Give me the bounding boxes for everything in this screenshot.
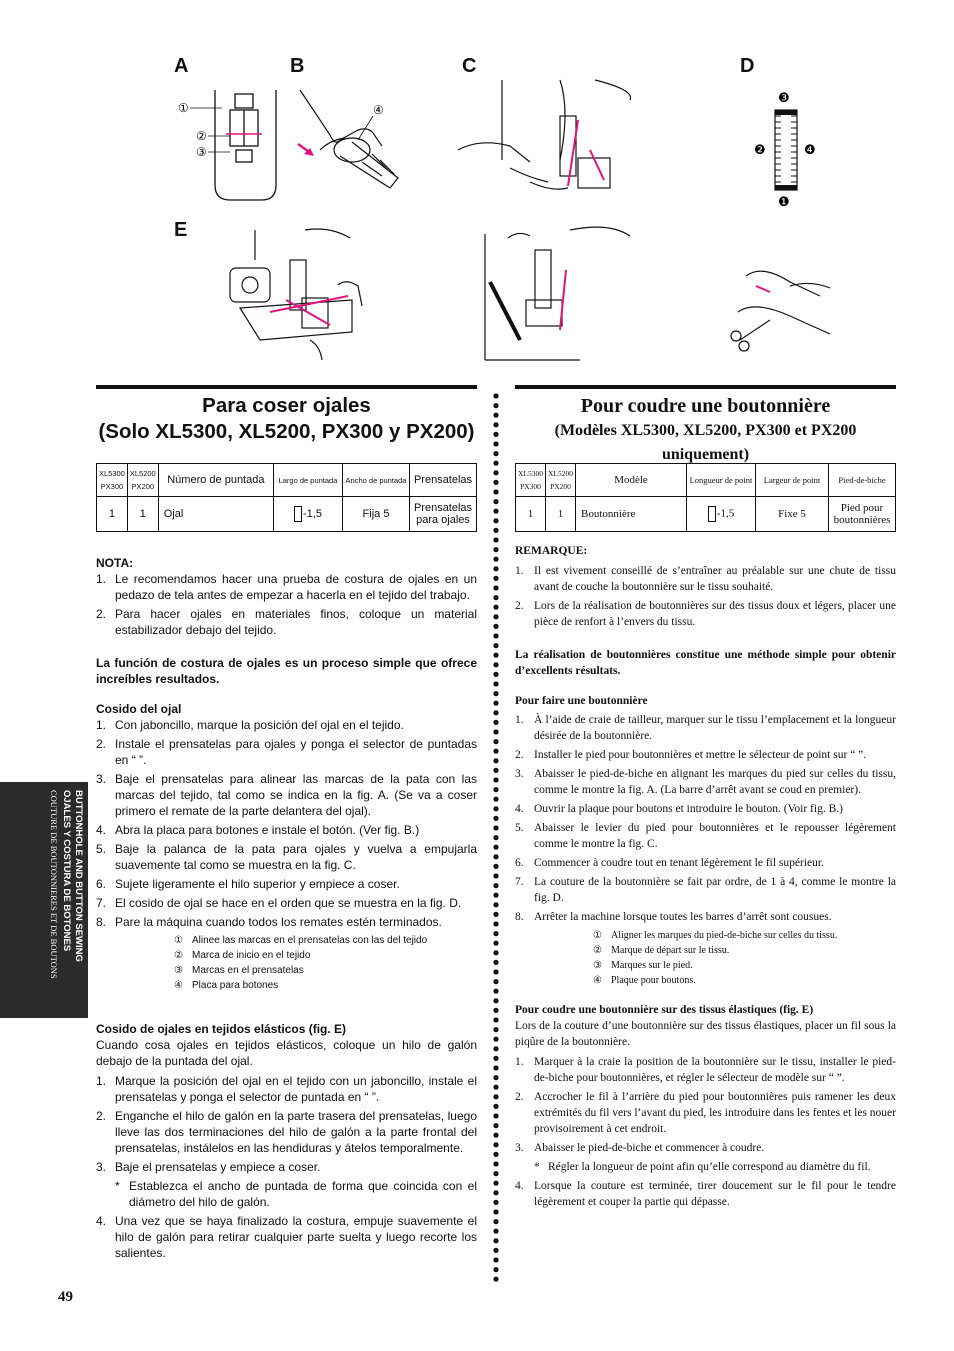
- divider-dot: [493, 998, 498, 1003]
- td-model1-fr: 1: [516, 497, 546, 532]
- divider-dot: [493, 566, 498, 571]
- fig-b-leader-line: [358, 116, 373, 140]
- td-foot-fr: Pied pour boutonnières: [829, 497, 896, 532]
- side-tab-line2: OJALES Y COSTURA DE BOTONES: [61, 790, 72, 952]
- divider-dot: [493, 403, 498, 408]
- td-model1: 1: [97, 497, 128, 532]
- th-foot-fr: Pied-de-biche: [829, 464, 896, 497]
- divider-dot: [493, 1142, 498, 1147]
- divider-dot: [493, 739, 498, 744]
- divider-dot: [493, 931, 498, 936]
- divider-dot: [493, 710, 498, 715]
- elastic-star-note-es: * Establezca el ancho de puntada de forma que coincida con el diámetro del hilo de galón.: [115, 1179, 477, 1209]
- divider-dot: [493, 701, 498, 706]
- list-item: 2. Accrocher le fil à l’arrière du pied pour boutonnières puis ramener les deux extrémités du fil vers l’avant du pied, les introduire dans les fentes et les nouer provisoirement à cet endroit.: [515, 1091, 896, 1135]
- side-tab-text: [48, 790, 84, 1010]
- divider-dot: [493, 1133, 498, 1138]
- th-width-fr: Largeur de point: [756, 464, 829, 497]
- divider-dot: [493, 1008, 498, 1013]
- es-legend-list: [174, 933, 477, 993]
- divider-dot: [493, 854, 498, 859]
- fig-d-callout-4: ❹: [804, 142, 816, 157]
- divider-dot: [493, 461, 498, 466]
- divider-dot: [493, 1248, 498, 1253]
- th-width: Ancho de puntada: [343, 464, 410, 497]
- list-item: 4. Una vez que se haya finalizado la costura, empuje suavemente el hilo de galón para retirar cualquier parte suelta y luego recorte los salientes.: [96, 1214, 477, 1260]
- divider-dot: [493, 470, 498, 475]
- divider-dot: [493, 1200, 498, 1205]
- divider-dot: [493, 1190, 498, 1195]
- th-foot: Prensatelas: [410, 464, 477, 497]
- divider-dot: [493, 950, 498, 955]
- td-width-fr: Fixe 5: [756, 497, 829, 532]
- dots-svg: [490, 392, 502, 1284]
- title-fr-line1: Pour coudre une boutonnière: [580, 395, 831, 417]
- divider-dot: [493, 672, 498, 677]
- fr-legend-list: [593, 928, 896, 988]
- divider-dot: [493, 681, 498, 686]
- divider-dot: [493, 585, 498, 590]
- divider-dot: [493, 499, 498, 504]
- list-item: 7. La couture de la boutonnière se fait par ordre, de 1 à 4, comme le montre la fig. D.: [515, 876, 896, 904]
- divider-dot: [493, 614, 498, 619]
- th-model2-fr: XL5200 PX200: [546, 464, 576, 497]
- list-item: 2. Instale el prensatelas para ojales y ponga el selector de puntadas en “ ”.: [96, 737, 477, 767]
- list-item: 2. Lors de la réalisation de boutonnières sur des tissus doux et légers, placer une pièce de renfort à l’envers du tissu.: [515, 600, 896, 628]
- list-item: 3. Baje el prensatelas y empiece a coser.: [96, 1160, 321, 1174]
- divider-dot: [493, 393, 498, 398]
- list-item: 1. À l’aide de craie de tailleur, marquer sur le tissu l’emplacement et la longueur désirée de la boutonnière.: [515, 714, 896, 742]
- list-item: 2. Installer le pied pour boutonnières et mettre le sélecteur de point sur “ ”.: [515, 749, 867, 761]
- fig-label-d: D: [740, 55, 755, 77]
- list-item: 2. Para hacer ojales en materiales finos, coloque un material estabilizador debajo del tejido.: [96, 607, 477, 637]
- legend-item: ① Alinee las marcas en el prensatelas con las del tejido: [174, 935, 428, 946]
- divider-dot: [493, 557, 498, 562]
- figures-area: [90, 50, 900, 370]
- divider-dot: [493, 1104, 498, 1109]
- divider-dot: [493, 595, 498, 600]
- list-item: 1. Le recomendamos hacer una prueba de costura de ojales en un pedazo de tela antes de empezar a hacerla en el tejido del trabajo.: [96, 572, 477, 602]
- fig-e-step2-illustration: [485, 227, 630, 360]
- remarque-list: [515, 563, 896, 630]
- elastic-intro-fr: Lors de la couture d’une boutonnière sur des tissus élastiques, placer un fil sous la piqûre de la boutonnière.: [515, 1020, 896, 1048]
- divider-dot: [493, 1017, 498, 1022]
- fig-label-e: E: [174, 219, 188, 241]
- td-foot: Prensatelas para ojales: [410, 497, 477, 532]
- fig-a-foot-illustration: [215, 90, 276, 200]
- legend-item: ② Marque de départ sur le tissu.: [593, 945, 730, 956]
- stitch-table-es: [96, 463, 477, 532]
- figures-svg: [90, 50, 900, 370]
- divider-dot: [493, 413, 498, 418]
- divider-dot: [493, 1238, 498, 1243]
- list-item: 1. Con jaboncillo, marque la posición del ojal en el tejido.: [96, 718, 404, 732]
- td-width: Fija 5: [343, 497, 410, 532]
- divider-dot: [493, 883, 498, 888]
- elastic-list-fr: [515, 1054, 896, 1156]
- divider-dot: [493, 902, 498, 907]
- title-french: [515, 385, 896, 467]
- fig-label-a: A: [174, 55, 189, 77]
- cosido-heading: Cosido del ojal: [96, 702, 182, 716]
- divider-dot: [493, 432, 498, 437]
- list-item: 6. Commencer à coudre tout en tenant légèrement le fil supérieur.: [515, 857, 824, 869]
- list-item: 3. Baje el prensatelas para alinear las marcas de la pata con las marcas del tejido, tal como se indica en la fig. A. (Se va a coser primero el remate de la parte delantera del ojal).: [96, 772, 477, 818]
- list-item: 7. El cosido de ojal se hace en el orden que se muestra en la fig. D.: [96, 896, 462, 910]
- fig-e-cord-loop: [490, 282, 520, 340]
- divider-dot: [493, 825, 498, 830]
- th-model1: XL5300 PX300: [97, 464, 128, 497]
- divider-dot: [493, 537, 498, 542]
- divider-dot: [493, 480, 498, 485]
- list-item: 5. Baje la palanca de la pata para ojales y vuelva a empujarla suavemente tal como se muestra en la fig. C.: [96, 842, 477, 872]
- list-item: 4. Ouvrir la plaque pour boutons et introduire le bouton. (Voir fig. B.): [515, 803, 843, 815]
- column-spanish: [96, 555, 477, 1264]
- divider-dot: [493, 1219, 498, 1224]
- legend-item: ① Aligner les marques du pied-de-biche sur celles du tissu.: [593, 930, 838, 941]
- divider-dot: [493, 1181, 498, 1186]
- elastic-star-note-fr: * Régler la longueur de point afin qu’elle correspond au diamètre du fil.: [534, 1161, 871, 1173]
- title-es-line1: Para coser ojales: [202, 394, 371, 417]
- fr-intro: La réalisation de boutonnières constitue une méthode simple pour obtenir d’excellents résultats.: [515, 649, 896, 677]
- elastic-intro-es: Cuando cosa ojales en tejidos elásticos, coloque un hilo de galón debajo de la puntada del ojal.: [96, 1038, 477, 1068]
- buttonhole-symbol-icon: [294, 506, 302, 522]
- divider-dot: [493, 1209, 498, 1214]
- divider-dot: [493, 624, 498, 629]
- divider-dot: [493, 451, 498, 456]
- fig-a-callout-2: ②: [196, 129, 207, 143]
- legend-item: ④ Plaque pour boutons.: [593, 975, 696, 986]
- th-model2: XL5200 PX200: [127, 464, 158, 497]
- faire-heading: Pour faire une boutonnière: [515, 695, 648, 707]
- divider-dot: [493, 749, 498, 754]
- divider-dot: [493, 979, 498, 984]
- fig-e-step3-illustration: [731, 271, 830, 351]
- td-stitch: Ojal: [158, 497, 273, 532]
- list-item: 1. Il est vivement conseillé de s’entraîner au préalable sur une chute de tissu avant de couche la boutonnière sur le tissu souhaité.: [515, 565, 896, 593]
- list-item: 4. Lorsque la couture est terminée, tirer doucement sur le fil pour le tendre légèrement et couper la partie qui dépasse.: [515, 1180, 896, 1208]
- divider-dot: [493, 1094, 498, 1099]
- divider-dot: [493, 662, 498, 667]
- divider-dot: [493, 576, 498, 581]
- th-length-fr: Longueur de point: [687, 464, 756, 497]
- column-divider-dots: [490, 392, 502, 1284]
- th-stitch: Número de puntada: [158, 464, 273, 497]
- td-model2: 1: [127, 497, 158, 532]
- divider-dot: [493, 1085, 498, 1090]
- divider-dot: [493, 893, 498, 898]
- side-tab-line1: BUTTONHOLE AND BUTTON SEWING: [73, 790, 84, 962]
- list-item: 2. Enganche el hilo de galón en la parte trasera del prensatelas, luego lleve las dos terminaciones del hilo de galón a la parte frontal del prensatelas, instálelos en las hendiduras y átelos temporalmente.: [96, 1109, 477, 1155]
- divider-dot: [493, 816, 498, 821]
- divider-dot: [493, 1161, 498, 1166]
- list-item: 5. Abaisser le levier du pied pour boutonnières et le repousser légèrement comme le montre la fig. C.: [515, 822, 896, 850]
- divider-dot: [493, 729, 498, 734]
- fig-c-lever-illustration: [458, 80, 631, 189]
- side-tab-line3: COUTURE DE BOUTONNIERES ET DE BOUTONS: [49, 790, 59, 979]
- divider-dot: [493, 873, 498, 878]
- divider-dot: [493, 643, 498, 648]
- divider-dot: [493, 1075, 498, 1080]
- divider-dot: [493, 509, 498, 514]
- divider-dot: [493, 1171, 498, 1176]
- fig-e-step1-illustration: [230, 229, 362, 360]
- list-item: 6. Sujete ligeramente el hilo superior y empiece a coser.: [96, 877, 400, 891]
- divider-dot: [493, 422, 498, 427]
- section-side-tab: [0, 782, 88, 1018]
- list-item: 4. Abra la placa para botones e instale el botón. (Ver fig. B.): [96, 823, 420, 837]
- divider-dot: [493, 960, 498, 965]
- divider-dot: [493, 758, 498, 763]
- fig-a-callout-1: ①: [178, 101, 189, 115]
- fig-d-callout-2: ❷: [754, 142, 766, 157]
- td-model2-fr: 1: [546, 497, 576, 532]
- title-es-line2: (Solo XL5300, XL5200, PX300 y PX200): [98, 420, 475, 443]
- divider-dot: [493, 845, 498, 850]
- remarque-heading: REMARQUE:: [515, 545, 588, 557]
- divider-dot: [493, 941, 498, 946]
- legend-item: ② Marca de inicio en el tejido: [174, 950, 311, 961]
- fig-c-arrow: [590, 150, 604, 180]
- list-item: 8. Pare la máquina cuando todos los remates estén terminados.: [96, 915, 442, 929]
- elastic-list-es: [96, 1073, 477, 1175]
- title-spanish: [96, 385, 477, 445]
- buttonhole-symbol-icon: [708, 506, 716, 522]
- td-length-fr: -1,5: [687, 497, 756, 532]
- nota-list: [96, 571, 477, 638]
- stitch-table-fr: [515, 463, 896, 532]
- fig-label-b: B: [290, 55, 305, 77]
- divider-dot: [493, 787, 498, 792]
- divider-dot: [493, 1065, 498, 1070]
- divider-dot: [493, 1037, 498, 1042]
- elastic-heading-fr: Pour coudre une boutonnière sur des tissus élastiques (fig. E): [515, 1004, 814, 1016]
- divider-dot: [493, 1046, 498, 1051]
- divider-dot: [493, 518, 498, 523]
- th-stitch-fr: Modèle: [576, 464, 687, 497]
- title-fr-line2: (Modèles XL5300, XL5200, PX300 et PX200 uniquement): [554, 422, 857, 463]
- list-item: 1. Marque la posición del ojal en el tejido con un jaboncillo, instale el prensatelas y ponga el selector de puntada en “ ”.: [96, 1074, 477, 1104]
- list-item: 3. Abaisser le pied-de-biche et commencer à coudre.: [515, 1142, 765, 1154]
- list-item: 3. Abaisser le pied-de-biche en alignant les marques du pied sur celles du tissu, comme le montre la fig. A. (La barre d’arrêt avant se coud en premier).: [515, 768, 896, 796]
- page-number: 49: [58, 1289, 73, 1305]
- divider-dot: [493, 1277, 498, 1282]
- divider-dot: [493, 1123, 498, 1128]
- legend-item: ③ Marcas en el prensatelas: [174, 965, 304, 976]
- fig-d-stitch-order-diagram: [775, 110, 797, 190]
- cosido-list: [96, 717, 477, 930]
- fig-b-callout-4: ④: [373, 103, 384, 117]
- fig-label-c: C: [462, 55, 477, 77]
- divider-dot: [493, 797, 498, 802]
- divider-dot: [493, 653, 498, 658]
- legend-item: ③ Marques sur le pied.: [593, 960, 693, 971]
- fig-e-arrow-3: [756, 286, 770, 292]
- divider-dot: [493, 691, 498, 696]
- faire-list: [515, 712, 896, 925]
- divider-dot: [493, 921, 498, 926]
- td-stitch-fr: Boutonnière: [576, 497, 687, 532]
- divider-dot: [493, 1257, 498, 1262]
- column-french: [515, 543, 896, 1213]
- divider-dot: [493, 605, 498, 610]
- divider-dot: [493, 547, 498, 552]
- divider-dot: [493, 489, 498, 494]
- list-item: 8. Arrêter la machine lorsque toutes les barres d’arrêt sont cousues.: [515, 911, 832, 923]
- divider-dot: [493, 806, 498, 811]
- list-item: 1. Marquer à la craie la position de la boutonnière sur le tissu, installer le pied-de-biche pour boutonnières, et régler le sélecteur de modèle sur “ ”.: [515, 1056, 896, 1084]
- divider-dot: [493, 989, 498, 994]
- divider-dot: [493, 912, 498, 917]
- fig-a-callout-3: ③: [196, 145, 207, 159]
- divider-dot: [493, 441, 498, 446]
- divider-dot: [493, 1229, 498, 1234]
- divider-dot: [493, 633, 498, 638]
- divider-dot: [493, 1113, 498, 1118]
- divider-dot: [493, 1027, 498, 1032]
- th-length: Largo de puntada: [274, 464, 343, 497]
- nota-heading: NOTA:: [96, 556, 134, 570]
- divider-dot: [493, 720, 498, 725]
- td-length: -1,5: [274, 497, 343, 532]
- fig-d-callout-3: ❸: [778, 90, 790, 105]
- divider-dot: [493, 1056, 498, 1061]
- divider-dot: [493, 864, 498, 869]
- fig-d-callout-1: ❶: [778, 194, 790, 209]
- divider-dot: [493, 835, 498, 840]
- legend-item: ④ Placa para botones: [174, 980, 279, 991]
- divider-dot: [493, 777, 498, 782]
- divider-dot: [493, 768, 498, 773]
- th-model1-fr: XL5300 PX300: [516, 464, 546, 497]
- divider-dot: [493, 969, 498, 974]
- elastic-heading-es: Cosido de ojales en tejidos elásticos (fig. E): [96, 1022, 347, 1036]
- divider-dot: [493, 1152, 498, 1157]
- es-intro: La función de costura de ojales es un proceso simple que ofrece increíbles resultados.: [96, 656, 477, 686]
- divider-dot: [493, 1267, 498, 1272]
- divider-dot: [493, 528, 498, 533]
